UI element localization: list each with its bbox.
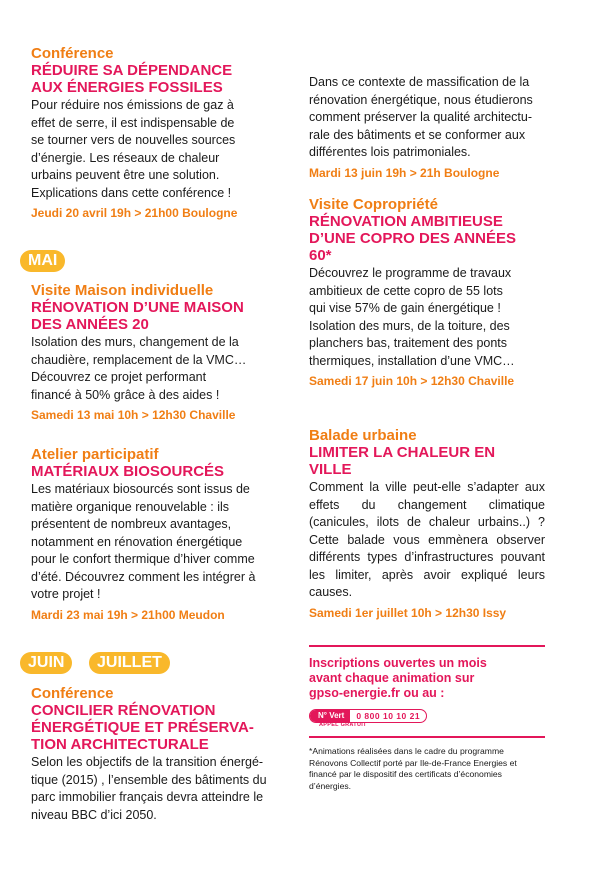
numero-vert-label: N° Vert: [310, 710, 350, 722]
event-atelier-materiaux: [31, 446, 281, 623]
event-title: RÉDUIRE SA DÉPENDANCE AUX ÉNERGIES FOSSILES: [31, 62, 233, 96]
footnote-text: *Animations réalisées dans le cadre du programme Rénovons Collectif porté par Ile-de-France Energies et financé par le dispositif des certificats d’économies d’énergies.: [309, 746, 517, 791]
event-balade-urbaine: [309, 427, 545, 621]
event-type: Atelier participatif: [31, 446, 159, 463]
month-badge-mai: MAI: [20, 250, 65, 272]
numero-vert-badge: [309, 709, 427, 723]
event-description: Comment la ville peut-elle s’adapter aux effets du changement climatique (canicules, ilots de chaleur urbains..) ? Cette balade vous emmènera observer différents types d’infrastructures pouvant les limiter, après avoir expliqué leurs causes.: [309, 480, 545, 599]
event-date: Mardi 23 mai 19h > 21h00 Meudon: [31, 607, 225, 622]
event-title: LIMITER LA CHALEUR EN VILLE: [309, 444, 496, 478]
event-date: Samedi 13 mai 10h > 12h30 Chaville: [31, 408, 236, 422]
event-description: Découvrez le programme de travaux ambitieux de cette copro de 55 lots qui vise 57% de gain énergétique ! Isolation des murs, de la toiture, des planchers bas, traitement des ponts thermiques, installation d’une VMC…: [309, 266, 515, 368]
event-type: Balade urbaine: [309, 427, 417, 444]
phone-number: 0 800 10 10 21: [356, 711, 421, 721]
event-conference-architecture-continued: [309, 73, 545, 181]
event-date: Samedi 17 juin 10h > 12h30 Chaville: [309, 374, 515, 388]
event-date: Samedi 1er juillet 10h > 12h30 Issy: [309, 605, 507, 620]
divider-bottom: [309, 736, 545, 738]
event-description: Les matériaux biosourcés sont issus de matière organique renouvelable : ils présentent de nombreux avantages, notamment en rénovation énergétique pour le confort thermique d’hiver comme d’été. Découvrez comment les intégrer à votre projet !: [31, 482, 256, 601]
divider-top: [309, 645, 545, 647]
event-type: Visite Copropriété: [309, 196, 438, 213]
event-type: Visite Maison individuelle: [31, 282, 214, 299]
event-date: Jeudi 20 avril 19h > 21h00 Boulogne: [31, 206, 238, 220]
event-conference-architecture: [31, 685, 281, 824]
numero-vert[interactable]: [309, 710, 427, 728]
month-badge-juin: JUIN: [20, 652, 72, 674]
event-description: Dans ce contexte de massification de la rénovation énergétique, nous étudierons comment préserver la qualité architectu- rale des bâtiments et se conformer aux différentes lois patrimoniales.: [309, 75, 533, 159]
event-title: RÉNOVATION AMBITIEUSE D’UNE COPRO DES ANNÉES 60*: [309, 213, 516, 264]
event-description: Pour réduire nos émissions de gaz à effet de serre, il est indispensable de se tourner vers de nouvelles sources d’énergie. Les réseaux de chaleur urbains peuvent être une solution. Explications dans cette conférence !: [31, 98, 236, 200]
event-title: MATÉRIAUX BIOSOURCÉS: [31, 463, 225, 480]
month-badge-juillet: JUILLET: [89, 652, 170, 674]
inscriptions-text: Inscriptions ouvertes un mois avant chaque animation sur gpso-energie.fr ou au :: [309, 656, 487, 700]
event-maison-individuelle: [31, 282, 281, 423]
event-type: Conférence: [31, 45, 114, 62]
event-type: Conférence: [31, 685, 114, 702]
event-date: Mardi 13 juin 19h > 21h Boulogne: [309, 165, 500, 180]
event-title: CONCILIER RÉNOVATION ÉNERGÉTIQUE ET PRÉSERVA- TION ARCHITECTURALE: [31, 702, 254, 753]
event-visite-copropriete: [309, 196, 545, 389]
inscriptions-info: [309, 656, 545, 701]
footnote: [309, 746, 545, 792]
event-description: Isolation des murs, changement de la chaudière, remplacement de la VMC… Découvrez ce projet performant financé à 50% grâce à des aides !: [31, 335, 247, 402]
numero-vert-subtitle: APPEL GRATUIT: [319, 722, 367, 728]
event-conference-fossiles: [31, 45, 281, 221]
event-description: Selon les objectifs de la transition énergé- tique (2015) , l’ensemble des bâtiments du parc immobilier français devra atteindre le niveau BBC d’ici 2050.: [31, 755, 267, 822]
event-title: RÉNOVATION D’UNE MAISON DES ANNÉES 20: [31, 299, 244, 333]
